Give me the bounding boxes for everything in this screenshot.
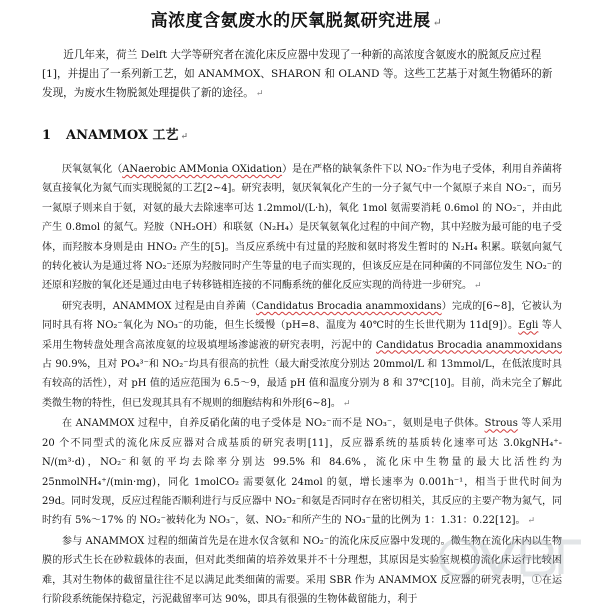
intro-text: 近几年来，荷兰 Delft 大学等研究者在流化床反应器中发现了一种新的高浓度含氨废水的脱氮反应过程[1]，并提出了一系列新工艺，如 ANAMMOX、SHARON 和 OLAND 等。这些工艺基于对氮生物循环的新发现，为废水生物脱氮处理提供了新的途径。 <box>42 49 553 99</box>
spellcheck-term: Egli <box>518 320 539 332</box>
spellcheck-term: Candidatus Brocadia anammoxidans <box>375 339 562 351</box>
paragraph-2: 研究表明，ANAMMOX 过程是由自养菌（Candidatus Brocadia anammoxidans）完成的[6~8]，它被认为同时具有将 NO₂⁻氧化为 NO₃⁻的功能，但生长缓慢（pH=8、温度为 40℃时的生长世代期为 11d[9]）。Egli 等人采用生物转盘处理含高浓度氨的垃圾填埋场渗滤液的研究表明，污泥中的 Candidatus Brocadia anammoxidans 占 90.9%，且对 PO₄³⁻和 NO₂⁻均具有很高的抗性（最大耐受浓度分别达 20mmol/L 和 13mmol/L，在低浓度时具有较高的活性），对 pH 值的适应范围为 6.5～9，最适 pH 值和温度分别为 8 和 37℃[10]。目前，尚未完全了解此类微生物的特性，但已发现其具有不规则的细胞结构和外形[6~8]。 ↵ <box>42 300 562 409</box>
spellcheck-term: Candidatus Brocadia anammoxidans <box>256 300 442 312</box>
section-heading <box>42 124 562 143</box>
return-mark: ↵ <box>432 16 443 29</box>
paragraph-3: 在 ANAMMOX 过程中，自养反硝化菌的电子受体是 NO₂⁻而不是 NO₃⁻，氨则是电子供体。Strous 等人采用 20 个不同型式的流化床反应器对合成基质的研究表明[11]，反应器系统的基质转化速率可达 3.0kgNH₄⁺-N/(m³·d)，NO₂⁻和氨的平均去除率分别达 99.5% 和 84.6%，流化床中生物量的最大比活性约为 25nmolNH₄⁺/(min·mg)，同化 1molCO₂ 需要氨化 24mol 的氨，增长速率为 0.001h⁻¹，相当于世代时间为 29d。同时发现，反应过程能否顺利进行与反应器中 NO₂⁻和氨是否同时存在密切相关，其反应的主要产物为氮气，同时约有 5%～17% 的 NO₂⁻被转化为 NO₃⁻，氨、NO₂⁻和所产生的 NO₃⁻量的比例为 1：1.31：0.22[12]。 ↵ <box>42 418 563 527</box>
section-title: ANAMMOX 工艺 <box>66 128 179 143</box>
spellcheck-term: ANaerobic AMMonia OXidation <box>122 164 283 175</box>
document-title: 高浓度含氨废水的厌氧脱氮研究进展 ↵ <box>150 11 443 31</box>
paragraph-1: 厌氧氨氧化（ANaerobic AMMonia OXidation）是在严格的缺氧条件下以 NO₂⁻作为电子受体，利用自养菌将氨直接氧化为氮气而实现脱氮的工艺[2~4]。研究表明，氨厌氧氧化产生的一分子氮气中一个氮原子来自 NO₂⁻，而另一氮原子则来自于氨，对氨的最大去除速率可达 1.2mmol/(L·h)，氧化 1mol 氨需要消耗 0.6mol 的 NO₂⁻，并由此产生 0.8mol 的氮气。羟胺（NH₂OH）和联氨（N₂H₄）是厌氧氨氧化过程的中间产物，其中羟胺为最可能的电子受体，而羟胺本身则是由 HNO₂ 产生的[5]。当反应系统中有过量的羟胺和氨时将发生暂时的 N₂H₄ 积累。联氨向氮气的转化被认为是通过将 NO₂⁻还原为羟胺同时产生等量的电子而实现的，但该反应是在同种菌的不同部位发生 NO₂⁻的还原和羟胺的氧化还是通过由电子转移链相连接的不同酶系统的催化反应实现的尚待进一步研究。 ↵ <box>42 164 562 292</box>
paragraph-4: 参与 ANAMMOX 过程的细菌首先是在进水仅含氨和 NO₂⁻的流化床反应器中发现的。微生物在流化床内以生物膜的形式生长在砂粒载体的表面，但对此类细菌的培养效果并不十分理想，其原因是实验室规模的流化床运行比较困难，其对生物体的截留量往往不足以满足此类细菌的需要。采用 SBR 作为 ANAMMOX 反应器的研究表明，①在运行阶段系统能保持稳定，污泥截留率可达 90%，即具有很强的生物体截留能力，利于 <box>42 535 562 605</box>
spellcheck-term: Strous <box>484 418 518 430</box>
section-number: 1 <box>42 128 52 143</box>
return-mark: ↵ <box>255 89 264 99</box>
intro-paragraph <box>42 46 562 104</box>
return-mark: ↵ <box>180 132 189 142</box>
watermark-logo <box>437 528 587 588</box>
